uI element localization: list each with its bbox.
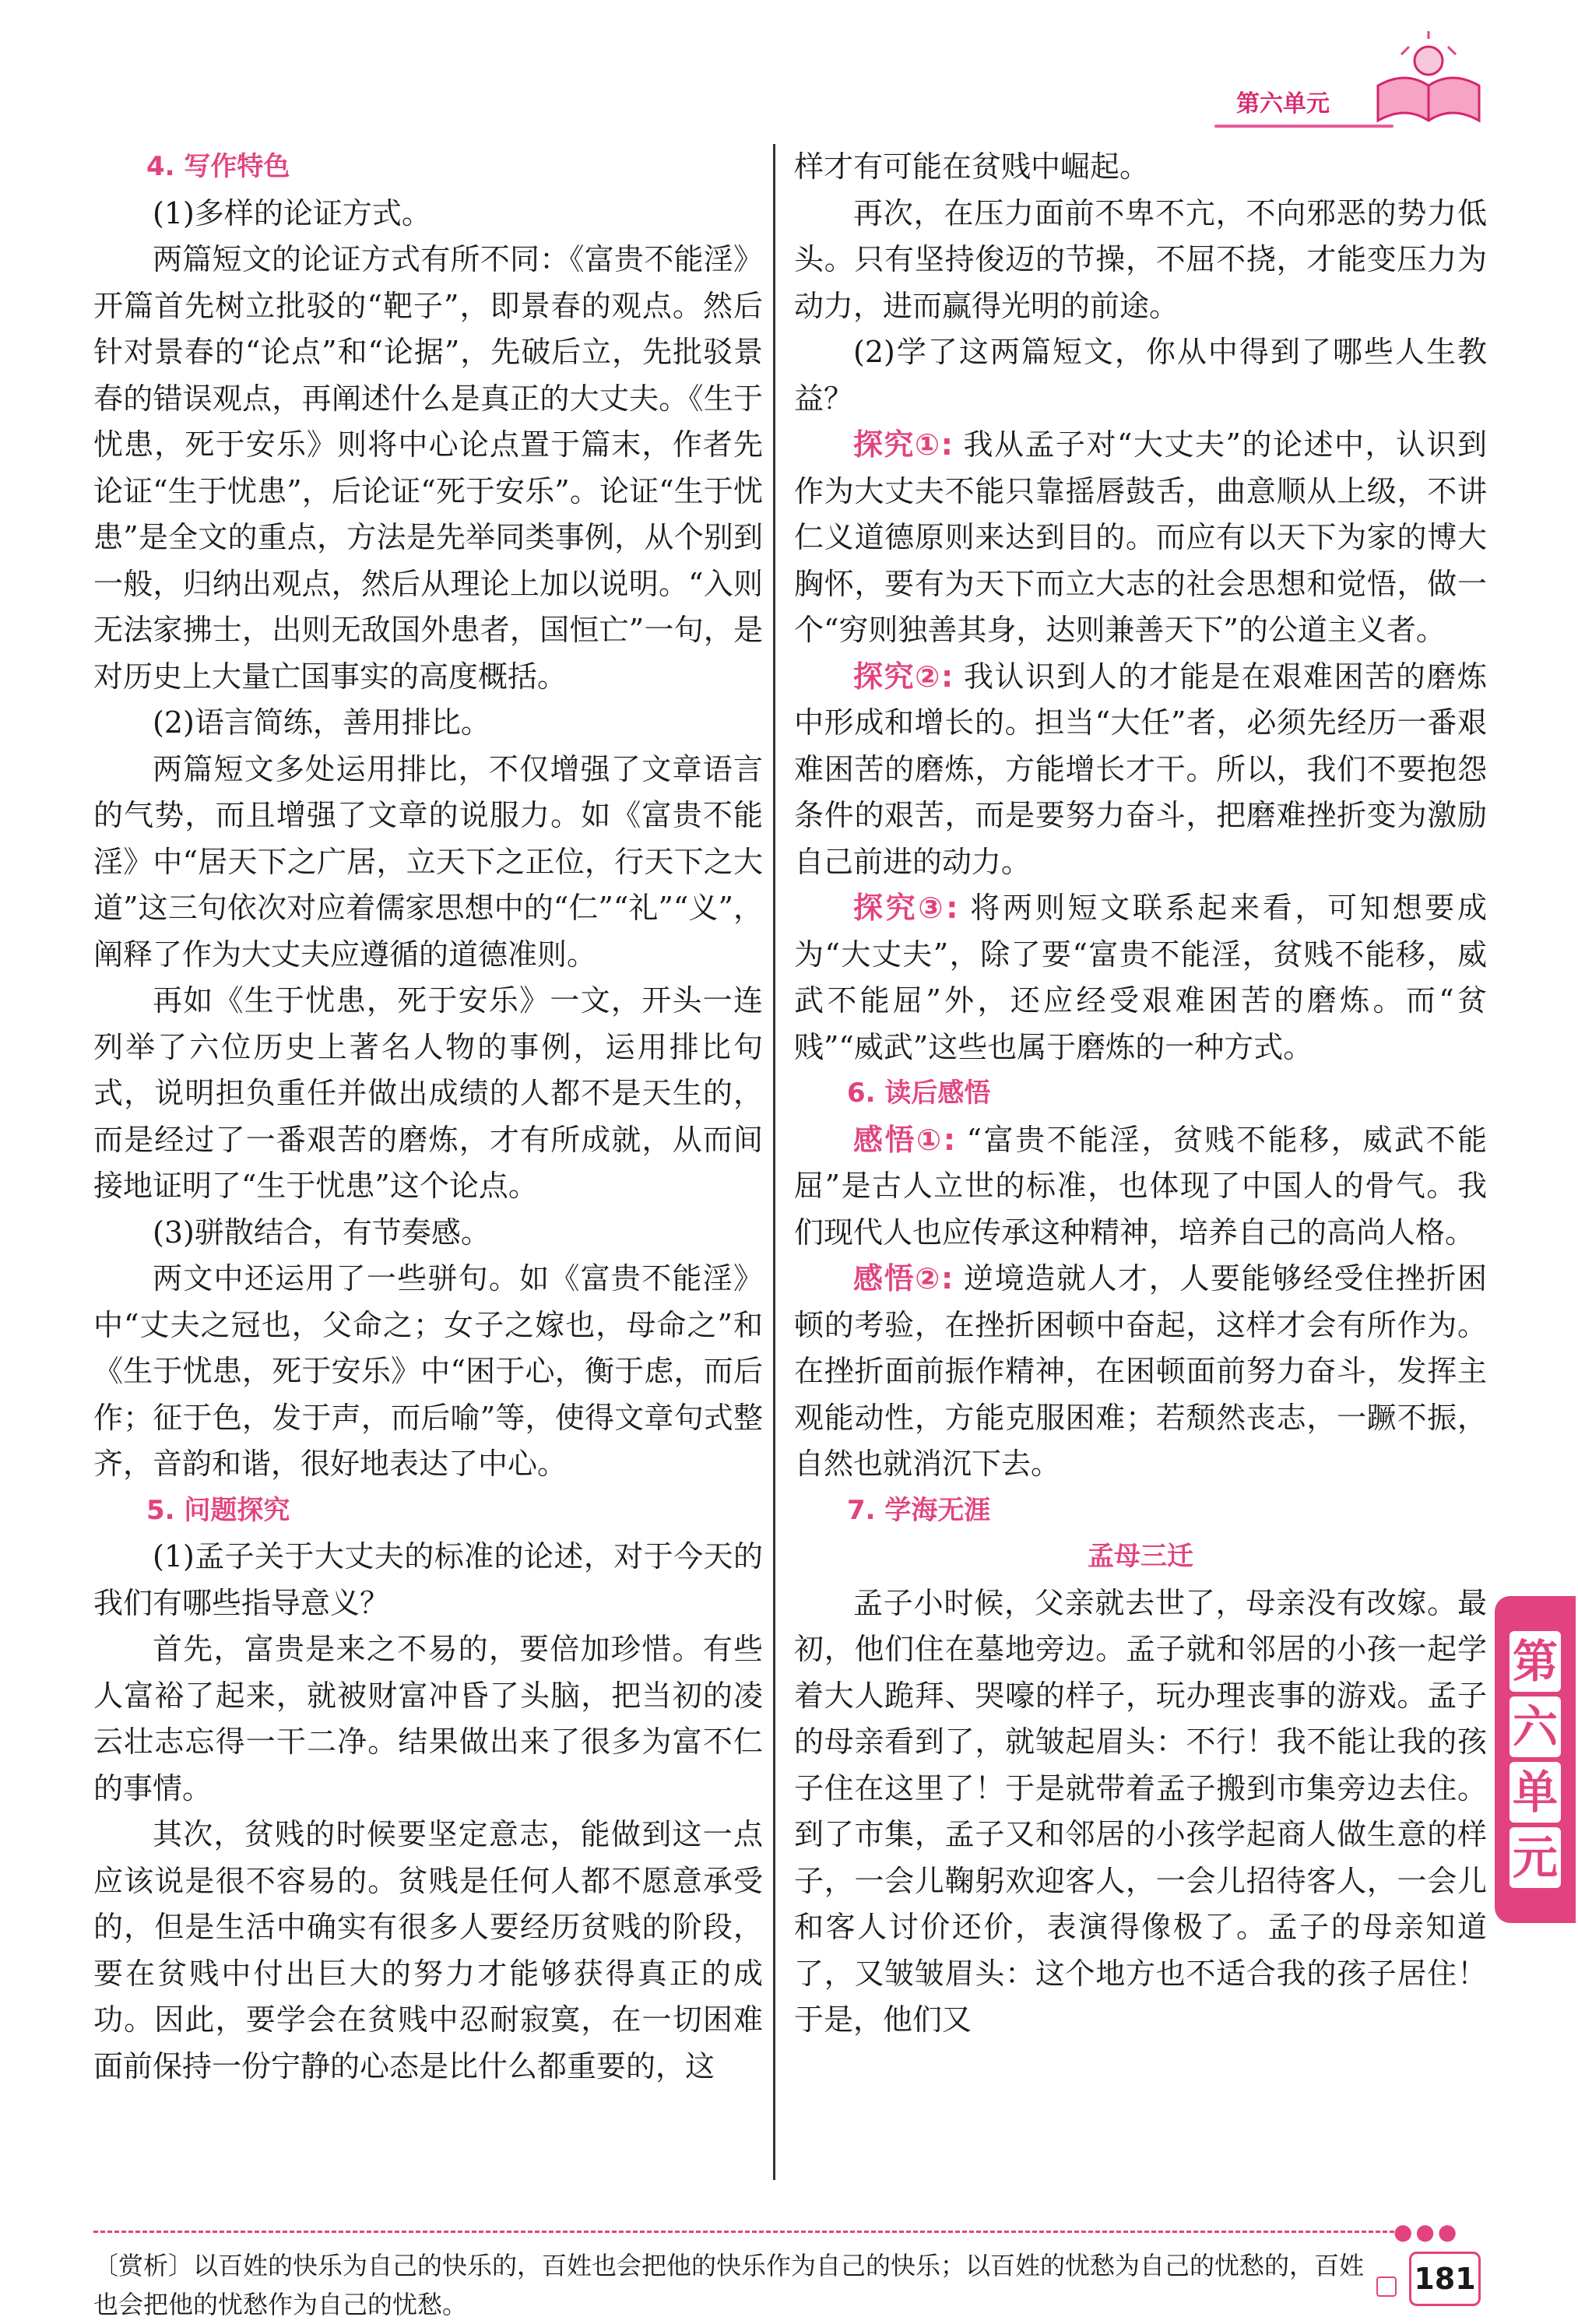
paragraph-text: “富贵不能淫，贫贱不能移，威武不能屈”是古人立世的标准，也体现了中国人的骨气。我们现代人也应传承这种精神，培养自己的高尚人格。 [794,1122,1487,1250]
footnote-tag: 〔赏析〕 [93,2251,194,2280]
paragraph-text: 逆境造就人才，人要能够经受住挫折困顿的考验，在挫折困顿中奋起，这样才会有所作为。在挫折面前振作精神，在困顿面前努力奋斗，发挥主观能动性，方能克服困难；若颓然丧志，一蹶不振，自然也就消沉下去。 [794,1261,1487,1481]
paragraph: 其次，贫贱的时候要坚定意志，能做到这一点应该说是很不容易的。贫贱是任何人都不愿意承受的，但是生活中确实有很多人要经历贫贱的阶段，要在贫贱中付出巨大的努力才能够获得真正的成功。因此，要学会在贫贱中忍耐寂寞，在一切困难面前保持一份宁静的心态是比什么都重要的，这 [93,1817,763,2083]
unit-header-title: 第六单元 [1236,90,1330,118]
footnote-text: 以百姓的快乐为自己的快乐的，百姓也会把他的快乐作为自己的快乐；以百姓的忧愁为自己的忧愁的，百姓也会把他的忧愁作为自己的忧愁。 [93,2251,1365,2319]
labeled-paragraph [794,1117,1487,1257]
paragraph: 样才有可能在贫贱中崛起。 [794,149,1150,184]
decorative-dots: ●●● [1393,2219,1460,2245]
paragraph: 两篇短文的论证方式有所不同：《富贵不能淫》开篇首先树立批驳的“靶子”，即景春的观点。然后针对景春的“论点”和“论据”，先破后立，先批驳景春的错误观点，再阐述什么是真正的大丈夫。《生于忧患，死于安乐》则将中心论点置于篇末，作者先论证“生于忧患”，后论证“死于安乐”。论证“生于忧患”是全文的重点，方法是先举同类事例，从个别到一般，归纳出观点，然后从理论上加以说明。“入则无法家拂士，出则无敌国外患者，国恒亡”一句，是对历史上大量亡国事实的高度概括。 [93,242,763,694]
paragraph-label: 探究③: [853,891,958,925]
side-tab-char: 单 [1509,1762,1561,1823]
unit-side-tab [1495,1596,1576,1923]
left-column [93,144,763,2090]
section-heading: 6. 读后感悟 [847,1078,991,1109]
right-column [794,144,1487,2044]
paragraph: 两文中还运用了一些骈句。如《富贵不能淫》中“丈夫之冠也，父命之；女子之嫁也，母命之”和《生于忧患，死于安乐》中“困于心，衡于虑，而后作；征于色，发于声，而后喻”等，使得文章句式整齐，音韵和谐，很好地表达了中心。 [93,1261,763,1481]
paragraph: (2)语言简练，善用排比。 [153,705,490,740]
labeled-paragraph [794,654,1487,886]
labeled-paragraph [794,1256,1487,1488]
side-tab-char: 元 [1509,1827,1561,1888]
paragraph: (1)孟子关于大丈夫的标准的论述，对于今天的我们有哪些指导意义？ [93,1539,763,1620]
side-tab-char: 六 [1509,1696,1561,1757]
paragraph-label: 感悟②: [853,1261,954,1296]
labeled-paragraph [794,422,1487,654]
labeled-paragraph [794,885,1487,1071]
footnote-divider [93,2231,1401,2233]
paragraph: 再如《生于忧患，死于安乐》一文，开头一连列举了六位历史上著名人物的事例，运用排比句式，说明担负重任并做出成绩的人都不是天生的，而是经过了一番艰苦的磨炼，才有所成就，从而间接地证明了“生于忧患”这个论点。 [93,983,763,1203]
decorative-square [1376,2277,1397,2297]
section-heading: 4. 写作特色 [146,151,290,182]
paragraph: (3)骈散结合，有节奏感。 [153,1215,490,1250]
page-number: 181 [1409,2252,1481,2306]
paragraph: (2)学了这两篇短文，你从中得到了哪些人生教益？ [794,335,1487,416]
paragraph-text: 我从孟子对“大丈夫”的论述中，认识到作为大丈夫不能只靠摇唇鼓舌，曲意顺从上级，不讲仁义道德原则来达到目的。而应有以天下为家的博大胸怀，要有为天下而立大志的社会思想和觉悟，做一个“穷则独善其身，达则兼善天下”的公道主义者。 [794,427,1488,647]
paragraph-label: 探究①: [853,427,953,462]
paragraph-text: 我认识到人的才能是在艰难困苦的磨炼中形成和增长的。担当“大任”者，必须先经历一番艰难困苦的磨炼，方能增长才干。所以，我们不要抱怨条件的艰苦，而是要努力奋斗，把磨难挫折变为激励自己前进的动力。 [794,659,1487,879]
paragraph-text: 将两则短文联系起来看，可知想要成为“大丈夫”，除了要“富贵不能淫，贫贱不能移，威武不能屈”外，还应经受艰难困苦的磨炼。而“贫贱”“威武”这些也属于磨炼的一种方式。 [794,891,1487,1064]
open-book-icon [1370,31,1487,132]
paragraph: (1)多样的论证方式。 [153,195,431,230]
side-tab-char: 第 [1509,1631,1561,1692]
column-divider [773,144,775,2180]
paragraph: 两篇短文多处运用排比，不仅增强了文章语言的气势，而且增强了文章的说服力。如《富贵不能淫》中“居天下之广居，立天下之正位，行天下之大道”这三句依次对应着儒家思想中的“仁”“礼”“义”，阐释了作为大丈夫应遵循的道德准则。 [93,751,763,972]
paragraph-label: 感悟①: [853,1122,956,1157]
paragraph: 首先，富贵是来之不易的，要倍加珍惜。有些人富裕了起来，就被财富冲昏了头脑，把当初的凌云壮志忘得一干二净。结果做出来了很多为富不仁的事情。 [93,1632,763,1805]
paragraph: 再次，在压力面前不卑不亢，不向邪恶的势力低头。只有坚持俊迈的节操，不屈不挠，才能变压力为动力，进而赢得光明的前途。 [794,195,1487,323]
story-title: 孟母三迁 [1088,1541,1193,1572]
section-heading: 5. 问题探究 [146,1494,290,1526]
header-underline [1214,125,1393,128]
paragraph: 孟子小时候，父亲就去世了，母亲没有改嫁。最初，他们住在墓地旁边。孟子就和邻居的小孩一起学着大人跪拜、哭嚎的样子，玩办理丧事的游戏。孟子的母亲看到了，就皱起眉头：不行！我不能让我的孩子住在这里了！于是就带着孟子搬到市集旁边去住。到了市集，孟子又和邻居的小孩学起商人做生意的样子，一会儿鞠躬欢迎客人，一会儿招待客人，一会儿和客人讨价还价，表演得像极了。孟子的母亲知道了，又皱皱眉头：这个地方也不适合我的孩子居住！于是，他们又 [794,1585,1487,2037]
section-heading: 7. 学海无涯 [847,1494,991,1526]
paragraph-label: 探究②: [853,659,954,694]
footnote [93,2246,1378,2324]
